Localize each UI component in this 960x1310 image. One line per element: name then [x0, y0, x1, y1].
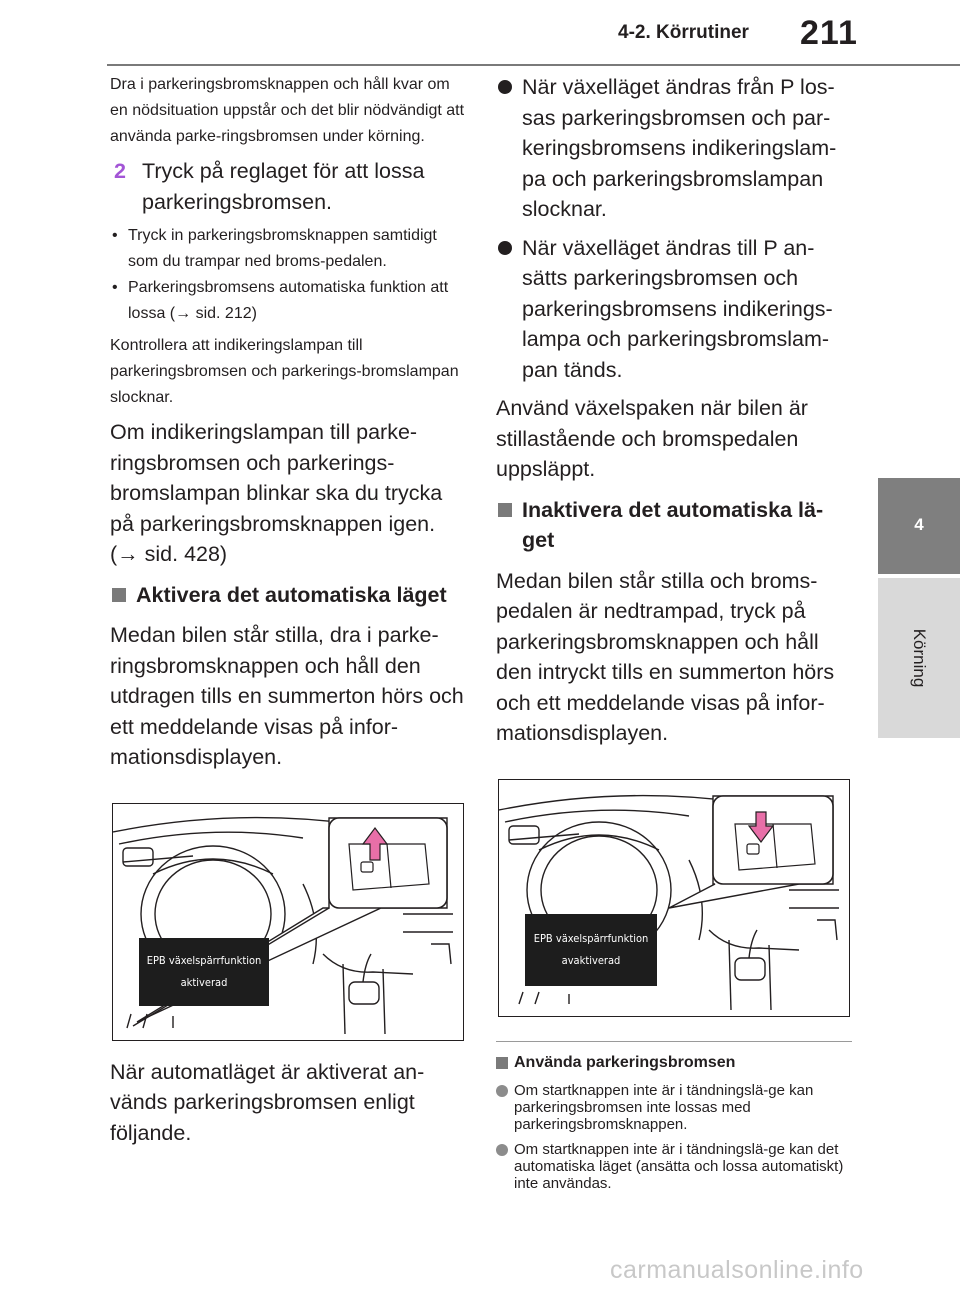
illustration-caption [139, 938, 269, 1006]
watermark: carmanualsonline.info [610, 1256, 864, 1284]
right-column [496, 72, 852, 1200]
caption-line: avaktiverad [561, 953, 621, 967]
blink-paragraph: Om indikeringslampan till parke-ringsbromsen och parkerings-bromslampan blinkar ska du trycka på parkeringsbromsknappen igen. (→ sid. 428) [110, 420, 443, 566]
caption-line: EPB växelspärrfunktion [146, 953, 262, 967]
chapter-label: Körning [910, 628, 929, 688]
notes-heading [496, 1052, 852, 1074]
caption-line: aktiverad [180, 975, 228, 989]
bullet-item: • Tryck in parkeringsbromsknappen samtidigt som du trampar ned broms-pedalen. [110, 223, 466, 275]
bullet-item: • Parkeringsbromsens automatiska funktion att lossa (→ sid. 212) [110, 275, 466, 327]
step-text: Tryck på reglaget för att lossa parkeringsbromsen. [142, 159, 425, 214]
chapter-number: 4 [914, 515, 924, 534]
dot-item: När växelläget ändras till P an-sätts parkeringsbromsen och parkeringsbromsens indikerings-lampa och parkeringsbromslam-pan tänds. [496, 233, 852, 386]
note-item: Om startknappen inte är i tändningslä-ge kan det automatiska läget (ansätta och lossa automatiskt) inte användas. [496, 1141, 852, 1192]
heading-text: Aktivera det automatiska läget [136, 582, 447, 607]
use-lever-paragraph: Använd växelspaken när bilen är stillastående och bromspedalen uppsläppt. [496, 396, 808, 481]
deactivate-paragraph: Medan bilen står stilla och broms-pedalen är nedtrampad, tryck på parkeringsbromsknappen och håll den intryckt tills en summerton hörs och ett meddelande visas på infor-mationsdisplayen. [496, 568, 835, 745]
check-paragraph: Kontrollera att indikeringslampan till parkeringsbromsen och parkerings-bromslampan slocknar. [110, 337, 459, 406]
notes-divider [496, 1041, 852, 1042]
illustration-activate [112, 803, 464, 1041]
dot-item: När växelläget ändras från P los-sas parkeringsbromsen och par-keringsbromsens indikeringslam-pa och parkeringsbromslampan slocknar. [496, 72, 852, 225]
notes-heading-text: Använda parkeringsbromsen [514, 1053, 736, 1071]
gear-behaviour-list [496, 72, 852, 385]
square-bullet-icon [496, 1057, 508, 1069]
step-number: 2 [114, 159, 126, 183]
illustration-caption [525, 914, 657, 986]
step-bullets [110, 223, 466, 327]
section-title: 4-2. Körrutiner [618, 22, 749, 43]
left-column [110, 72, 466, 1158]
heading-activate [110, 580, 466, 611]
header-divider [107, 64, 960, 66]
caption-line: EPB växelspärrfunktion [533, 931, 649, 945]
step-2 [110, 156, 466, 217]
heading-text: Inaktivera det automatiska lä-get [522, 497, 824, 552]
page-number: 211 [800, 14, 858, 52]
square-bullet-icon [112, 588, 126, 602]
intro-paragraph: Dra i parkeringsbromsknappen och håll kvar om en nödsituation uppstår och det blir nödvändigt att använda parke-ringsbromsen under körning. [110, 76, 465, 145]
after-illustration-paragraph: När automatläget är aktiverat an-vänds parkeringsbromsen enligt följande. [110, 1059, 425, 1145]
activate-paragraph: Medan bilen står stilla, dra i parke-ringsbromsknappen och håll den utdragen tills en summerton hörs och ett meddelande visas på infor-mationsdisplayen. [110, 623, 464, 769]
square-bullet-icon [498, 503, 512, 517]
illustration-deactivate [498, 779, 850, 1017]
heading-deactivate [496, 495, 852, 556]
notes-list [496, 1082, 852, 1192]
note-item: Om startknappen inte är i tändningslä-ge kan parkeringsbromsen inte lossas med parkeringsbromsknappen. [496, 1082, 852, 1133]
